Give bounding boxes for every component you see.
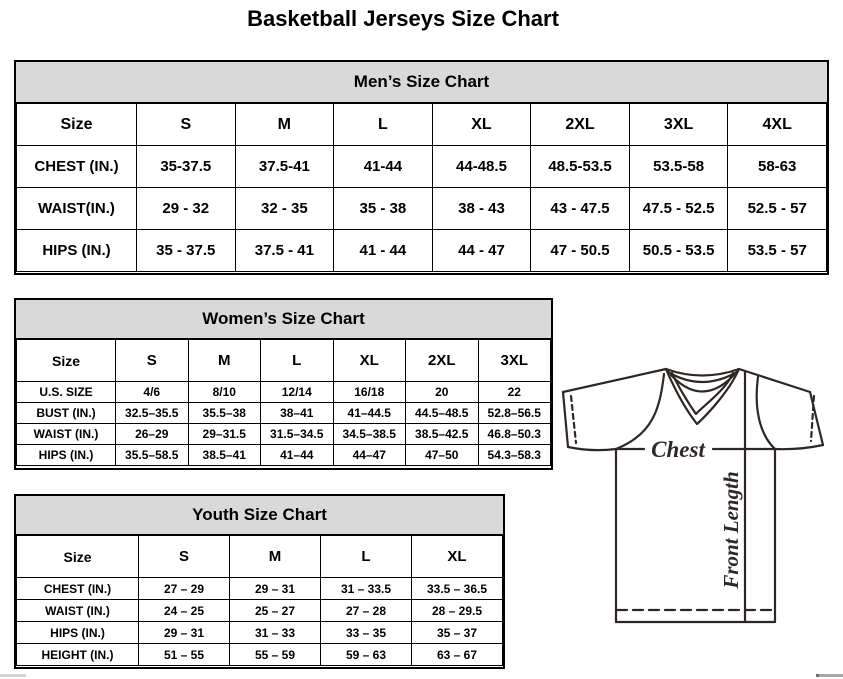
value-cell: 31 – 33	[230, 622, 321, 644]
measurement-row	[17, 644, 503, 666]
value-cell: 38.5–41	[188, 445, 261, 466]
value-cell: 55 – 59	[230, 644, 321, 666]
value-cell: 29 - 32	[137, 188, 236, 230]
value-cell: 43 - 47.5	[531, 188, 630, 230]
size-header-row	[17, 340, 551, 382]
front-length-measure-label: Front Length	[719, 471, 743, 589]
size-column-header: 3XL	[478, 340, 551, 382]
value-cell: 41–44.5	[333, 403, 406, 424]
value-cell: 33 – 35	[321, 622, 412, 644]
jersey-body-outline	[616, 449, 775, 622]
measurement-row	[17, 622, 503, 644]
value-cell: 4/6	[116, 382, 189, 403]
value-cell: 12/14	[261, 382, 334, 403]
value-cell: 53.5-58	[629, 146, 728, 188]
value-cell: 48.5-53.5	[531, 146, 630, 188]
size-column-header: M	[235, 104, 334, 146]
mens-size-table	[16, 103, 827, 272]
value-cell: 32.5–35.5	[116, 403, 189, 424]
value-cell: 29 – 31	[139, 622, 230, 644]
value-cell: 32 - 35	[235, 188, 334, 230]
measurement-row	[17, 445, 551, 466]
size-column-header: 2XL	[531, 104, 630, 146]
womens-size-table	[16, 339, 551, 466]
size-column-header: S	[116, 340, 189, 382]
jersey-left-sleeve-edge	[563, 392, 568, 447]
value-cell: 35.5–38	[188, 403, 261, 424]
mens-size-chart	[14, 60, 829, 275]
value-cell: 59 – 63	[321, 644, 412, 666]
womens-size-chart-title: Women’s Size Chart	[16, 300, 551, 339]
measurement-row	[17, 188, 827, 230]
value-cell: 41–44	[261, 445, 334, 466]
value-cell: 47–50	[406, 445, 479, 466]
value-cell: 28 – 29.5	[412, 600, 503, 622]
size-column-header: XL	[333, 340, 406, 382]
value-cell: 24 – 25	[139, 600, 230, 622]
value-cell: 44-48.5	[432, 146, 531, 188]
scrollbar-fragment-left[interactable]	[0, 674, 26, 677]
row-label-cell: U.S. SIZE	[17, 382, 116, 403]
row-label-cell: HIPS (IN.)	[17, 445, 116, 466]
value-cell: 20	[406, 382, 479, 403]
size-column-header: XL	[412, 536, 503, 578]
value-cell: 44 - 47	[432, 230, 531, 272]
measurement-row	[17, 382, 551, 403]
youth-size-chart-title: Youth Size Chart	[16, 496, 503, 535]
row-label-cell: WAIST (IN.)	[17, 424, 116, 445]
jersey-outline-drawing	[558, 362, 843, 664]
size-label-header: Size	[17, 536, 139, 578]
mens-size-chart-title: Men’s Size Chart	[16, 62, 827, 103]
value-cell: 34.5–38.5	[333, 424, 406, 445]
jersey-right-sleeve-bottom	[775, 445, 823, 449]
size-column-header: S	[137, 104, 236, 146]
value-cell: 53.5 - 57	[728, 230, 827, 272]
value-cell: 51 – 55	[139, 644, 230, 666]
youth-size-table	[16, 535, 503, 666]
row-label-cell: HIPS (IN.)	[17, 230, 137, 272]
row-label-cell: HEIGHT (IN.)	[17, 644, 139, 666]
chest-measure-label: Chest	[651, 437, 705, 462]
scrollbar-thumb-fragment[interactable]	[816, 674, 843, 677]
value-cell: 44.5–48.5	[406, 403, 479, 424]
value-cell: 33.5 – 36.5	[412, 578, 503, 600]
jersey-right-armhole-seam	[757, 377, 775, 449]
value-cell: 8/10	[188, 382, 261, 403]
value-cell: 16/18	[333, 382, 406, 403]
value-cell: 41-44	[334, 146, 433, 188]
size-label-header: Size	[17, 104, 137, 146]
size-column-header: M	[230, 536, 321, 578]
measurement-row	[17, 424, 551, 445]
row-label-cell: CHEST (IN.)	[17, 578, 139, 600]
measurement-row	[17, 230, 827, 272]
measurement-row	[17, 600, 503, 622]
size-header-row	[17, 536, 503, 578]
value-cell: 35 – 37	[412, 622, 503, 644]
value-cell: 54.3–58.3	[478, 445, 551, 466]
value-cell: 44–47	[333, 445, 406, 466]
value-cell: 52.5 - 57	[728, 188, 827, 230]
value-cell: 52.8–56.5	[478, 403, 551, 424]
value-cell: 37.5 - 41	[235, 230, 334, 272]
value-cell: 46.8–50.3	[478, 424, 551, 445]
value-cell: 47 - 50.5	[531, 230, 630, 272]
row-label-cell: HIPS (IN.)	[17, 622, 139, 644]
youth-size-chart	[14, 494, 505, 669]
jersey-measurement-diagram	[558, 362, 843, 664]
value-cell: 31 – 33.5	[321, 578, 412, 600]
value-cell: 31.5–34.5	[261, 424, 334, 445]
value-cell: 27 – 29	[139, 578, 230, 600]
measurement-row	[17, 146, 827, 188]
value-cell: 38.5–42.5	[406, 424, 479, 445]
size-column-header: M	[188, 340, 261, 382]
jersey-left-cuff-dashed-line	[571, 396, 576, 443]
row-label-cell: WAIST(IN.)	[17, 188, 137, 230]
value-cell: 50.5 - 53.5	[629, 230, 728, 272]
size-label-header: Size	[17, 340, 116, 382]
value-cell: 22	[478, 382, 551, 403]
size-column-header: 3XL	[629, 104, 728, 146]
value-cell: 63 – 67	[412, 644, 503, 666]
jersey-left-shoulder	[563, 369, 666, 392]
value-cell: 47.5 - 52.5	[629, 188, 728, 230]
value-cell: 38–41	[261, 403, 334, 424]
size-column-header: 4XL	[728, 104, 827, 146]
value-cell: 29–31.5	[188, 424, 261, 445]
row-label-cell: BUST (IN.)	[17, 403, 116, 424]
size-column-header: L	[334, 104, 433, 146]
size-column-header: L	[321, 536, 412, 578]
size-column-header: XL	[432, 104, 531, 146]
value-cell: 37.5-41	[235, 146, 334, 188]
row-label-cell: WAIST (IN.)	[17, 600, 139, 622]
jersey-collar-top-arc	[666, 369, 739, 376]
value-cell: 38 - 43	[432, 188, 531, 230]
value-cell: 41 - 44	[334, 230, 433, 272]
value-cell: 25 – 27	[230, 600, 321, 622]
measurement-row	[17, 403, 551, 424]
value-cell: 35 - 38	[334, 188, 433, 230]
jersey-left-sleeve-bottom	[568, 447, 616, 450]
value-cell: 26–29	[116, 424, 189, 445]
size-column-header: L	[261, 340, 334, 382]
page-title: Basketball Jerseys Size Chart	[247, 6, 559, 31]
jersey-right-shoulder	[739, 369, 810, 392]
value-cell: 58-63	[728, 146, 827, 188]
measurement-row	[17, 578, 503, 600]
value-cell: 35 - 37.5	[137, 230, 236, 272]
value-cell: 35-37.5	[137, 146, 236, 188]
size-column-header: 2XL	[406, 340, 479, 382]
value-cell: 27 – 28	[321, 600, 412, 622]
size-column-header: S	[139, 536, 230, 578]
size-header-row	[17, 104, 827, 146]
value-cell: 29 – 31	[230, 578, 321, 600]
womens-size-chart	[14, 298, 553, 470]
row-label-cell: CHEST (IN.)	[17, 146, 137, 188]
value-cell: 35.5–58.5	[116, 445, 189, 466]
